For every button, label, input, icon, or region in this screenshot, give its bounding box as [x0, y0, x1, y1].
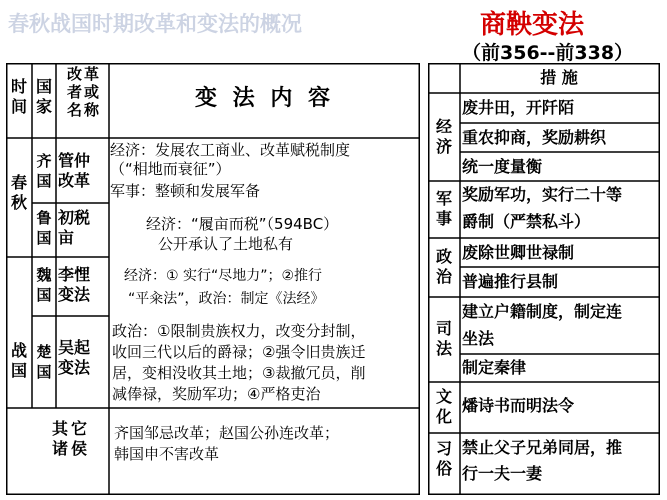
category-politics: 政治: [435, 247, 452, 286]
measure-abolish-hereditary: 废除世卿世禄制: [462, 243, 575, 262]
state-qi: 齐国: [36, 152, 52, 190]
category-culture: 文化: [435, 387, 452, 426]
period-spring-autumn: 春秋: [10, 173, 27, 212]
wei-content-line-1: 经济：① 实行“尽地力”；②推行: [124, 268, 323, 284]
state-lu: 鲁国: [36, 209, 52, 247]
measure-military-merit-line-2: 爵制（严禁私斗）: [462, 212, 591, 231]
measure-abolish-well-field: 废井田，开阡陌: [462, 98, 575, 117]
measure-household-registry-line-1: 建立户籍制度，制定连: [462, 302, 623, 321]
reformer-wu-qi: 吴起变法: [58, 338, 91, 377]
page-title: 春秋战国时期改革和变法的概况: [8, 12, 302, 36]
shang-yang-measures-table: [428, 63, 660, 495]
lu-content-line-1: 经济：“履亩而税”（594BC）: [146, 215, 339, 233]
measures-header: 措 施: [540, 68, 578, 87]
reformer-chu-shui-mu: 初税亩: [58, 208, 91, 247]
qi-content-line-2: （“相地而衰征”）: [110, 160, 231, 178]
header-content: 变 法 内 容: [195, 86, 334, 111]
measure-burn-books: 燔诗书而明法令: [462, 396, 575, 415]
lu-content-line-2: 公开承认了土地私有: [158, 235, 294, 253]
wei-content-line-2: “平籴法”，政治：制定《法经》: [128, 291, 325, 307]
measure-military-merit-line-1: 奖励军功，实行二十等: [462, 185, 623, 204]
category-law: 司法: [435, 319, 452, 358]
measure-family-line-2: 行一夫一妻: [462, 464, 543, 483]
category-custom: 习俗: [435, 439, 452, 478]
chu-content-line-3: 居，变相没收其土地；③裁撤冗员，削: [112, 364, 366, 382]
others-content-line-2: 韩国申不害改革: [114, 445, 220, 463]
category-economy: 经济: [435, 117, 452, 156]
chu-content-line-2: 收回三代以后的爵禄；②强令旧贵族迁: [112, 343, 366, 361]
measure-household-registry-line-2: 坐法: [462, 329, 495, 348]
measure-agriculture-priority: 重农抑商，奖励耕织: [462, 128, 607, 147]
shang-yang-period: （前356--前338）: [462, 42, 634, 64]
chu-content-line-1: 政治：①限制贵族权力，改变分封制，: [112, 322, 366, 340]
measure-standardize-measures: 统一度量衡: [462, 157, 543, 176]
header-state: 国家: [35, 77, 52, 116]
other-states-label: 其它诸侯: [51, 419, 90, 458]
reformer-li-kui: 李悝变法: [58, 265, 91, 304]
others-content-line-1: 齐国邹忌改革；赵国公孙连改革；: [114, 424, 340, 442]
header-time: 时间: [10, 77, 27, 116]
state-chu: 楚国: [36, 343, 52, 381]
measure-family-line-1: 禁止父子兄弟同居，推: [462, 438, 623, 457]
measure-qin-law: 制定秦律: [462, 358, 527, 377]
measure-county-system: 普遍推行县制: [462, 272, 559, 291]
header-reformer: 改革者或名称: [66, 65, 101, 119]
reformer-guan-zhong: 管仲改革: [58, 151, 91, 190]
reform-overview-table: [6, 63, 420, 495]
chu-content-line-4: 减俸禄，奖励军功；④严格吏治: [112, 385, 321, 403]
qi-content-line-3: 军事：整顿和发展军备: [110, 182, 261, 200]
period-warring-states: 战国: [10, 341, 27, 380]
qi-content-line-1: 经济：发展农工商业、改革赋税制度: [110, 141, 351, 159]
state-wei: 魏国: [36, 266, 52, 304]
shang-yang-title: 商鞅变法: [480, 10, 585, 40]
category-military: 军事: [435, 189, 452, 228]
